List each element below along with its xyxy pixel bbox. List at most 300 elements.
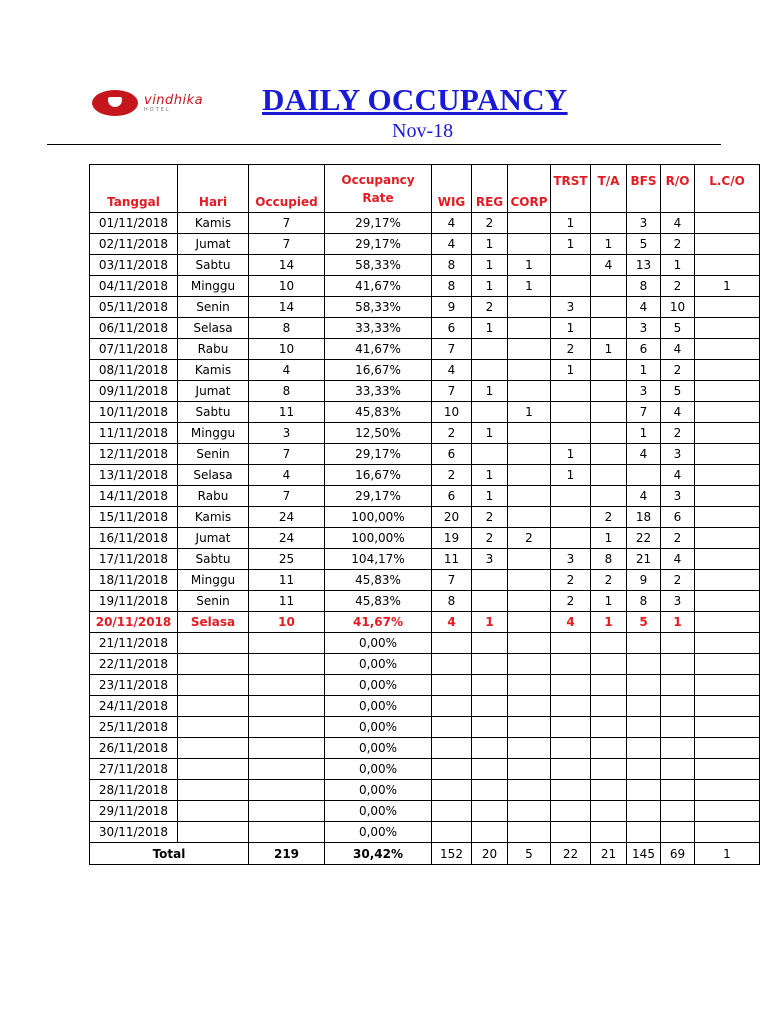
cell-day: Kamis <box>178 360 249 381</box>
total-trst: 22 <box>551 843 591 865</box>
table-row <box>90 297 760 318</box>
cell-ro: 2 <box>661 423 695 444</box>
cell-rate: 0,00% <box>325 822 432 843</box>
cell-occupied <box>249 654 325 675</box>
cell-occupied <box>249 675 325 696</box>
cell-bfs: 7 <box>627 402 661 423</box>
cell-day: Minggu <box>178 423 249 444</box>
cell-bfs: 8 <box>627 591 661 612</box>
cell-rate: 16,67% <box>325 465 432 486</box>
cell-wig: 8 <box>432 276 472 297</box>
cell-reg <box>472 675 508 696</box>
cell-day: Kamis <box>178 507 249 528</box>
cell-ta <box>591 276 627 297</box>
cell-date: 14/11/2018 <box>90 486 178 507</box>
cell-day: Selasa <box>178 465 249 486</box>
cell-occupied: 11 <box>249 402 325 423</box>
total-rate: 30,42% <box>325 843 432 865</box>
cell-date: 15/11/2018 <box>90 507 178 528</box>
cell-date: 09/11/2018 <box>90 381 178 402</box>
cell-lco <box>695 801 760 822</box>
table-row <box>90 276 760 297</box>
cell-ta <box>591 738 627 759</box>
cell-occupied: 4 <box>249 360 325 381</box>
cell-rate: 0,00% <box>325 654 432 675</box>
cell-date: 28/11/2018 <box>90 780 178 801</box>
cell-wig <box>432 822 472 843</box>
cell-rate: 0,00% <box>325 675 432 696</box>
table-row <box>90 738 760 759</box>
total-lco: 1 <box>695 843 760 865</box>
cell-occupied: 10 <box>249 276 325 297</box>
cell-day <box>178 780 249 801</box>
cell-wig <box>432 675 472 696</box>
cell-ta <box>591 780 627 801</box>
cell-bfs <box>627 696 661 717</box>
logo-mark-icon <box>92 90 138 116</box>
cell-ta <box>591 633 627 654</box>
cell-reg <box>472 780 508 801</box>
cell-ro: 3 <box>661 444 695 465</box>
cell-ro: 5 <box>661 318 695 339</box>
cell-date: 18/11/2018 <box>90 570 178 591</box>
cell-ta <box>591 675 627 696</box>
cell-bfs <box>627 738 661 759</box>
cell-rate: 0,00% <box>325 738 432 759</box>
cell-occupied: 11 <box>249 570 325 591</box>
cell-rate: 29,17% <box>325 234 432 255</box>
table-row <box>90 528 760 549</box>
cell-wig: 7 <box>432 339 472 360</box>
cell-day: Jumat <box>178 234 249 255</box>
cell-corp <box>508 297 551 318</box>
cell-corp: 1 <box>508 255 551 276</box>
cell-day: Senin <box>178 444 249 465</box>
cell-reg: 1 <box>472 612 508 633</box>
header-tanggal: Tanggal <box>90 165 178 213</box>
cell-lco <box>695 255 760 276</box>
cell-ro: 5 <box>661 381 695 402</box>
cell-ta <box>591 318 627 339</box>
cell-lco <box>695 465 760 486</box>
cell-trst <box>551 759 591 780</box>
cell-occupied <box>249 738 325 759</box>
cell-reg <box>472 654 508 675</box>
cell-rate: 0,00% <box>325 759 432 780</box>
cell-ro: 3 <box>661 591 695 612</box>
cell-corp: 1 <box>508 402 551 423</box>
table-row <box>90 822 760 843</box>
cell-reg: 1 <box>472 381 508 402</box>
cell-wig <box>432 738 472 759</box>
cell-wig: 4 <box>432 360 472 381</box>
header-ro: R/O <box>661 165 695 213</box>
cell-lco: 1 <box>695 276 760 297</box>
cell-day: Selasa <box>178 612 249 633</box>
cell-wig <box>432 759 472 780</box>
total-corp: 5 <box>508 843 551 865</box>
cell-wig <box>432 801 472 822</box>
cell-wig: 19 <box>432 528 472 549</box>
cell-bfs: 6 <box>627 339 661 360</box>
cell-wig: 6 <box>432 444 472 465</box>
cell-ta: 1 <box>591 339 627 360</box>
cell-bfs: 4 <box>627 297 661 318</box>
cell-day <box>178 654 249 675</box>
cell-bfs <box>627 801 661 822</box>
occupancy-table <box>89 164 760 865</box>
cell-lco <box>695 444 760 465</box>
table-row <box>90 591 760 612</box>
cell-reg <box>472 339 508 360</box>
cell-trst: 1 <box>551 465 591 486</box>
cell-day <box>178 738 249 759</box>
cell-ro <box>661 696 695 717</box>
cell-rate: 45,83% <box>325 591 432 612</box>
table-row <box>90 507 760 528</box>
cell-ro: 10 <box>661 297 695 318</box>
cell-ta <box>591 486 627 507</box>
cell-ro: 2 <box>661 570 695 591</box>
cell-rate: 41,67% <box>325 612 432 633</box>
cell-rate: 0,00% <box>325 696 432 717</box>
cell-trst: 1 <box>551 444 591 465</box>
cell-trst <box>551 528 591 549</box>
logo-name: vindhika <box>144 92 204 108</box>
cell-ta <box>591 297 627 318</box>
cell-day: Senin <box>178 591 249 612</box>
table-row <box>90 780 760 801</box>
table-row <box>90 360 760 381</box>
cell-reg: 2 <box>472 297 508 318</box>
table-row <box>90 402 760 423</box>
cell-reg: 2 <box>472 528 508 549</box>
cell-bfs <box>627 633 661 654</box>
cell-ro: 4 <box>661 213 695 234</box>
cell-day: Selasa <box>178 318 249 339</box>
cell-ro: 4 <box>661 339 695 360</box>
cell-corp <box>508 612 551 633</box>
cell-trst: 3 <box>551 549 591 570</box>
cell-trst: 2 <box>551 339 591 360</box>
cell-wig <box>432 696 472 717</box>
cell-date: 22/11/2018 <box>90 654 178 675</box>
cell-rate: 41,67% <box>325 339 432 360</box>
cell-wig: 20 <box>432 507 472 528</box>
cell-rate: 0,00% <box>325 633 432 654</box>
cell-occupied: 24 <box>249 528 325 549</box>
cell-rate: 33,33% <box>325 318 432 339</box>
cell-occupied: 8 <box>249 318 325 339</box>
table-row <box>90 570 760 591</box>
cell-rate: 33,33% <box>325 381 432 402</box>
cell-lco <box>695 381 760 402</box>
cell-wig: 7 <box>432 381 472 402</box>
cell-bfs: 8 <box>627 276 661 297</box>
cell-date: 27/11/2018 <box>90 759 178 780</box>
cell-ro: 4 <box>661 465 695 486</box>
cell-occupied: 24 <box>249 507 325 528</box>
cell-trst <box>551 633 591 654</box>
total-ta: 21 <box>591 843 627 865</box>
cell-corp <box>508 654 551 675</box>
total-ro: 69 <box>661 843 695 865</box>
cell-occupied: 10 <box>249 339 325 360</box>
cell-ro: 4 <box>661 402 695 423</box>
cell-corp <box>508 591 551 612</box>
cell-trst: 1 <box>551 234 591 255</box>
cell-ta <box>591 423 627 444</box>
header-ta: T/A <box>591 165 627 213</box>
cell-occupied: 10 <box>249 612 325 633</box>
cell-occupied <box>249 759 325 780</box>
cell-lco <box>695 717 760 738</box>
cell-bfs: 5 <box>627 612 661 633</box>
header-lco: L.C/O <box>695 165 760 213</box>
cell-occupied <box>249 822 325 843</box>
cell-ta <box>591 759 627 780</box>
cell-trst: 3 <box>551 297 591 318</box>
cell-corp <box>508 822 551 843</box>
cell-corp <box>508 507 551 528</box>
cell-reg: 3 <box>472 549 508 570</box>
cell-ro <box>661 633 695 654</box>
cell-trst: 1 <box>551 318 591 339</box>
cell-ro <box>661 654 695 675</box>
table-row <box>90 675 760 696</box>
cell-occupied: 14 <box>249 297 325 318</box>
cell-occupied: 7 <box>249 444 325 465</box>
cell-date: 17/11/2018 <box>90 549 178 570</box>
cell-day: Sabtu <box>178 402 249 423</box>
cell-rate: 41,67% <box>325 276 432 297</box>
cell-corp <box>508 801 551 822</box>
cell-rate: 100,00% <box>325 528 432 549</box>
header-row <box>90 165 760 213</box>
cell-date: 01/11/2018 <box>90 213 178 234</box>
cell-occupied <box>249 696 325 717</box>
cell-rate: 29,17% <box>325 213 432 234</box>
cell-lco <box>695 423 760 444</box>
cell-date: 11/11/2018 <box>90 423 178 444</box>
cell-occupied: 4 <box>249 465 325 486</box>
cell-occupied <box>249 780 325 801</box>
cell-corp: 2 <box>508 528 551 549</box>
cell-reg: 1 <box>472 423 508 444</box>
hotel-logo <box>92 78 252 128</box>
cell-wig: 11 <box>432 549 472 570</box>
cell-lco <box>695 402 760 423</box>
total-occupied: 219 <box>249 843 325 865</box>
cell-rate: 104,17% <box>325 549 432 570</box>
cell-lco <box>695 528 760 549</box>
cell-day: Minggu <box>178 276 249 297</box>
cell-ro: 6 <box>661 507 695 528</box>
cell-reg: 1 <box>472 255 508 276</box>
cell-wig: 2 <box>432 423 472 444</box>
cell-ro: 2 <box>661 528 695 549</box>
cell-ro <box>661 780 695 801</box>
cell-corp <box>508 444 551 465</box>
table-row <box>90 234 760 255</box>
cell-day <box>178 822 249 843</box>
cell-corp <box>508 675 551 696</box>
cell-reg: 1 <box>472 276 508 297</box>
cell-trst <box>551 780 591 801</box>
cell-rate: 58,33% <box>325 255 432 276</box>
cell-trst <box>551 402 591 423</box>
cell-ro: 2 <box>661 360 695 381</box>
cell-reg <box>472 360 508 381</box>
table-row <box>90 213 760 234</box>
cell-lco <box>695 507 760 528</box>
cell-trst: 2 <box>551 591 591 612</box>
cell-date: 07/11/2018 <box>90 339 178 360</box>
cell-date: 25/11/2018 <box>90 717 178 738</box>
cell-reg <box>472 633 508 654</box>
cell-ta <box>591 213 627 234</box>
cell-bfs: 22 <box>627 528 661 549</box>
cell-bfs <box>627 465 661 486</box>
cell-wig: 8 <box>432 255 472 276</box>
cell-date: 02/11/2018 <box>90 234 178 255</box>
cell-trst <box>551 276 591 297</box>
cell-date: 19/11/2018 <box>90 591 178 612</box>
logo-text <box>144 94 203 113</box>
cell-ta: 2 <box>591 507 627 528</box>
cell-day: Senin <box>178 297 249 318</box>
cell-day <box>178 801 249 822</box>
cell-occupied: 7 <box>249 213 325 234</box>
cell-reg: 1 <box>472 465 508 486</box>
header-reg: REG <box>472 165 508 213</box>
header-bfs: BFS <box>627 165 661 213</box>
cell-corp <box>508 717 551 738</box>
cell-corp <box>508 213 551 234</box>
cell-lco <box>695 633 760 654</box>
table-row <box>90 255 760 276</box>
cell-ta: 1 <box>591 612 627 633</box>
cell-bfs: 18 <box>627 507 661 528</box>
cell-corp <box>508 549 551 570</box>
cell-occupied: 11 <box>249 591 325 612</box>
cell-day: Jumat <box>178 528 249 549</box>
cell-bfs <box>627 654 661 675</box>
cell-day: Rabu <box>178 486 249 507</box>
cell-lco <box>695 591 760 612</box>
header-occupied: Occupied <box>249 165 325 213</box>
cell-occupied <box>249 801 325 822</box>
cell-reg: 1 <box>472 318 508 339</box>
table-row <box>90 339 760 360</box>
cell-trst <box>551 675 591 696</box>
cell-ro <box>661 717 695 738</box>
table-row <box>90 696 760 717</box>
table-row <box>90 444 760 465</box>
cell-ro: 3 <box>661 486 695 507</box>
cell-corp <box>508 360 551 381</box>
divider <box>47 144 721 145</box>
cell-reg <box>472 591 508 612</box>
table-row <box>90 423 760 444</box>
total-bfs: 145 <box>627 843 661 865</box>
cell-trst: 1 <box>551 360 591 381</box>
cell-date: 08/11/2018 <box>90 360 178 381</box>
table-row <box>90 318 760 339</box>
cell-lco <box>695 234 760 255</box>
cell-wig: 2 <box>432 465 472 486</box>
cell-wig: 4 <box>432 234 472 255</box>
cell-date: 16/11/2018 <box>90 528 178 549</box>
cell-day <box>178 717 249 738</box>
cell-bfs <box>627 780 661 801</box>
cell-date: 12/11/2018 <box>90 444 178 465</box>
header-trst: TRST <box>551 165 591 213</box>
cell-corp <box>508 423 551 444</box>
cell-corp <box>508 381 551 402</box>
cell-rate: 45,83% <box>325 402 432 423</box>
header-corp: CORP <box>508 165 551 213</box>
cell-day: Kamis <box>178 213 249 234</box>
cell-date: 06/11/2018 <box>90 318 178 339</box>
cell-ta <box>591 402 627 423</box>
cell-date: 05/11/2018 <box>90 297 178 318</box>
cell-trst <box>551 717 591 738</box>
page-title: DAILY OCCUPANCY <box>262 82 568 117</box>
cell-trst <box>551 486 591 507</box>
cell-day: Rabu <box>178 339 249 360</box>
cell-ta <box>591 381 627 402</box>
cell-lco <box>695 738 760 759</box>
cell-lco <box>695 612 760 633</box>
cell-wig <box>432 654 472 675</box>
cell-trst <box>551 507 591 528</box>
cell-ta <box>591 822 627 843</box>
cell-trst <box>551 801 591 822</box>
total-reg: 20 <box>472 843 508 865</box>
cell-date: 21/11/2018 <box>90 633 178 654</box>
cell-trst <box>551 654 591 675</box>
total-wig: 152 <box>432 843 472 865</box>
cell-date: 23/11/2018 <box>90 675 178 696</box>
cell-ro <box>661 822 695 843</box>
cell-bfs: 4 <box>627 486 661 507</box>
table-row <box>90 801 760 822</box>
cell-reg <box>472 570 508 591</box>
table-row <box>90 612 760 633</box>
cell-lco <box>695 822 760 843</box>
cell-reg <box>472 738 508 759</box>
cell-trst <box>551 696 591 717</box>
cell-rate: 29,17% <box>325 444 432 465</box>
cell-wig: 9 <box>432 297 472 318</box>
cell-trst <box>551 738 591 759</box>
cell-rate: 16,67% <box>325 360 432 381</box>
cell-rate: 0,00% <box>325 780 432 801</box>
cell-wig <box>432 633 472 654</box>
cell-lco <box>695 486 760 507</box>
cell-date: 13/11/2018 <box>90 465 178 486</box>
cell-corp <box>508 759 551 780</box>
cell-wig: 7 <box>432 570 472 591</box>
cell-occupied <box>249 717 325 738</box>
cell-lco <box>695 297 760 318</box>
cell-rate: 0,00% <box>325 717 432 738</box>
cell-ta <box>591 465 627 486</box>
cell-occupied: 3 <box>249 423 325 444</box>
cell-ro: 2 <box>661 276 695 297</box>
cell-lco <box>695 675 760 696</box>
